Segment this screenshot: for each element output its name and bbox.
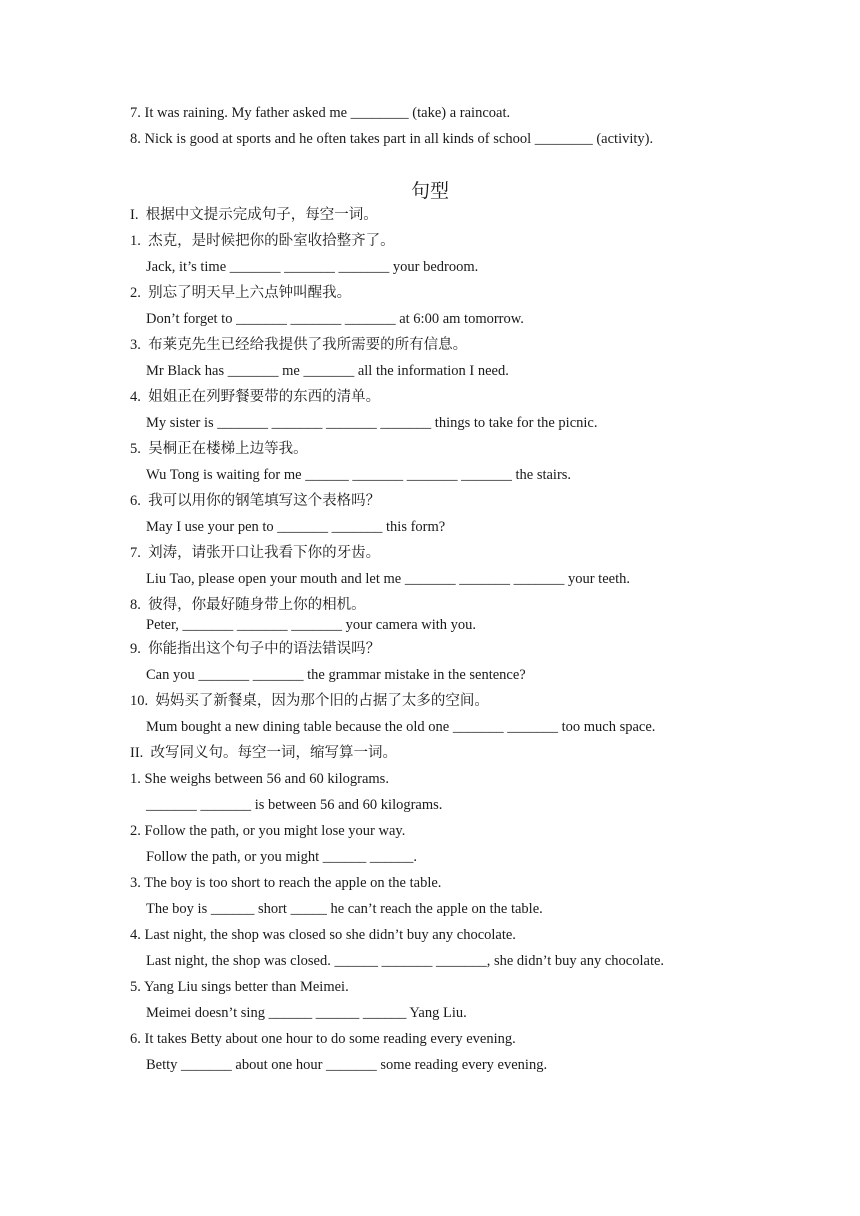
- question-cn: 3. 布莱克先生已经给我提供了我所需要的所有信息。: [130, 337, 468, 353]
- question-en: Peter, _______ _______ _______ your camera with you.: [146, 617, 477, 633]
- part2-heading: II. 改写同义句。每空一词，缩写算一词。: [130, 745, 398, 761]
- question-cn: 9. 你能指出这个句子中的语法错误吗？: [130, 641, 381, 657]
- question-original: 4. Last night, the shop was closed so she didn’t buy any chocolate.: [130, 927, 516, 943]
- question-en: Jack, it’s time _______ _______ _______ your bedroom.: [146, 259, 479, 275]
- question-rewrite: Last night, the shop was closed. ______ _______ _______, she didn’t buy any chocolate.: [146, 953, 665, 969]
- question-cn: 5. 吴桐正在楼梯上边等我。: [130, 441, 308, 457]
- question-en: My sister is _______ _______ _______ _______ things to take for the picnic.: [146, 415, 598, 431]
- part1-heading: I. 根据中文提示完成句子，每空一词。: [130, 207, 378, 223]
- question-en: Don’t forget to _______ _______ _______ at 6:00 am tomorrow.: [146, 311, 524, 327]
- question-en: May I use your pen to _______ _______ this form?: [146, 519, 446, 535]
- question-original: 1. She weighs between 56 and 60 kilograms.: [130, 771, 389, 787]
- section-title: 句型: [410, 181, 449, 202]
- question-rewrite: _______ _______ is between 56 and 60 kilograms.: [146, 797, 443, 813]
- question-rewrite: The boy is ______ short _____ he can’t reach the apple on the table.: [146, 901, 543, 917]
- question-en: Wu Tong is waiting for me ______ _______ _______ _______ the stairs.: [146, 467, 572, 483]
- question-en: Can you _______ _______ the grammar mistake in the sentence?: [146, 667, 526, 683]
- question-rewrite: Follow the path, or you might ______ ______.: [146, 849, 418, 865]
- question-cn: 8. 彼得，你最好随身带上你的相机。: [130, 597, 366, 613]
- question-cn: 2. 别忘了明天早上六点钟叫醒我。: [130, 285, 352, 301]
- question-cn: 4. 姐姐正在列野餐要带的东西的清单。: [130, 389, 381, 405]
- question-original: 3. The boy is too short to reach the apple on the table.: [130, 875, 442, 891]
- question-en: Mr Black has _______ me _______ all the information I need.: [146, 363, 509, 379]
- question-en: Mum bought a new dining table because the old one _______ _______ too much space.: [146, 719, 656, 735]
- question-original: 2. Follow the path, or you might lose your way.: [130, 823, 406, 839]
- exercise-line: 7. It was raining. My father asked me ________ (take) a raincoat.: [130, 105, 511, 121]
- question-cn: 6. 我可以用你的钢笔填写这个表格吗？: [130, 493, 381, 509]
- exercise-line: 8. Nick is good at sports and he often takes part in all kinds of school ________ (activity).: [130, 131, 654, 147]
- question-original: 6. It takes Betty about one hour to do some reading every evening.: [130, 1031, 516, 1047]
- question-original: 5. Yang Liu sings better than Meimei.: [130, 979, 349, 995]
- question-cn: 7. 刘涛，请张开口让我看下你的牙齿。: [130, 545, 381, 561]
- question-en: Liu Tao, please open your mouth and let me _______ _______ _______ your teeth.: [146, 571, 630, 587]
- question-cn: 10. 妈妈买了新餐桌，因为那个旧的占据了太多的空间。: [130, 693, 489, 709]
- question-cn: 1. 杰克，是时候把你的卧室收拾整齐了。: [130, 233, 395, 249]
- question-rewrite: Betty _______ about one hour _______ some reading every evening.: [146, 1057, 548, 1073]
- question-rewrite: Meimei doesn’t sing ______ ______ ______ Yang Liu.: [146, 1005, 467, 1021]
